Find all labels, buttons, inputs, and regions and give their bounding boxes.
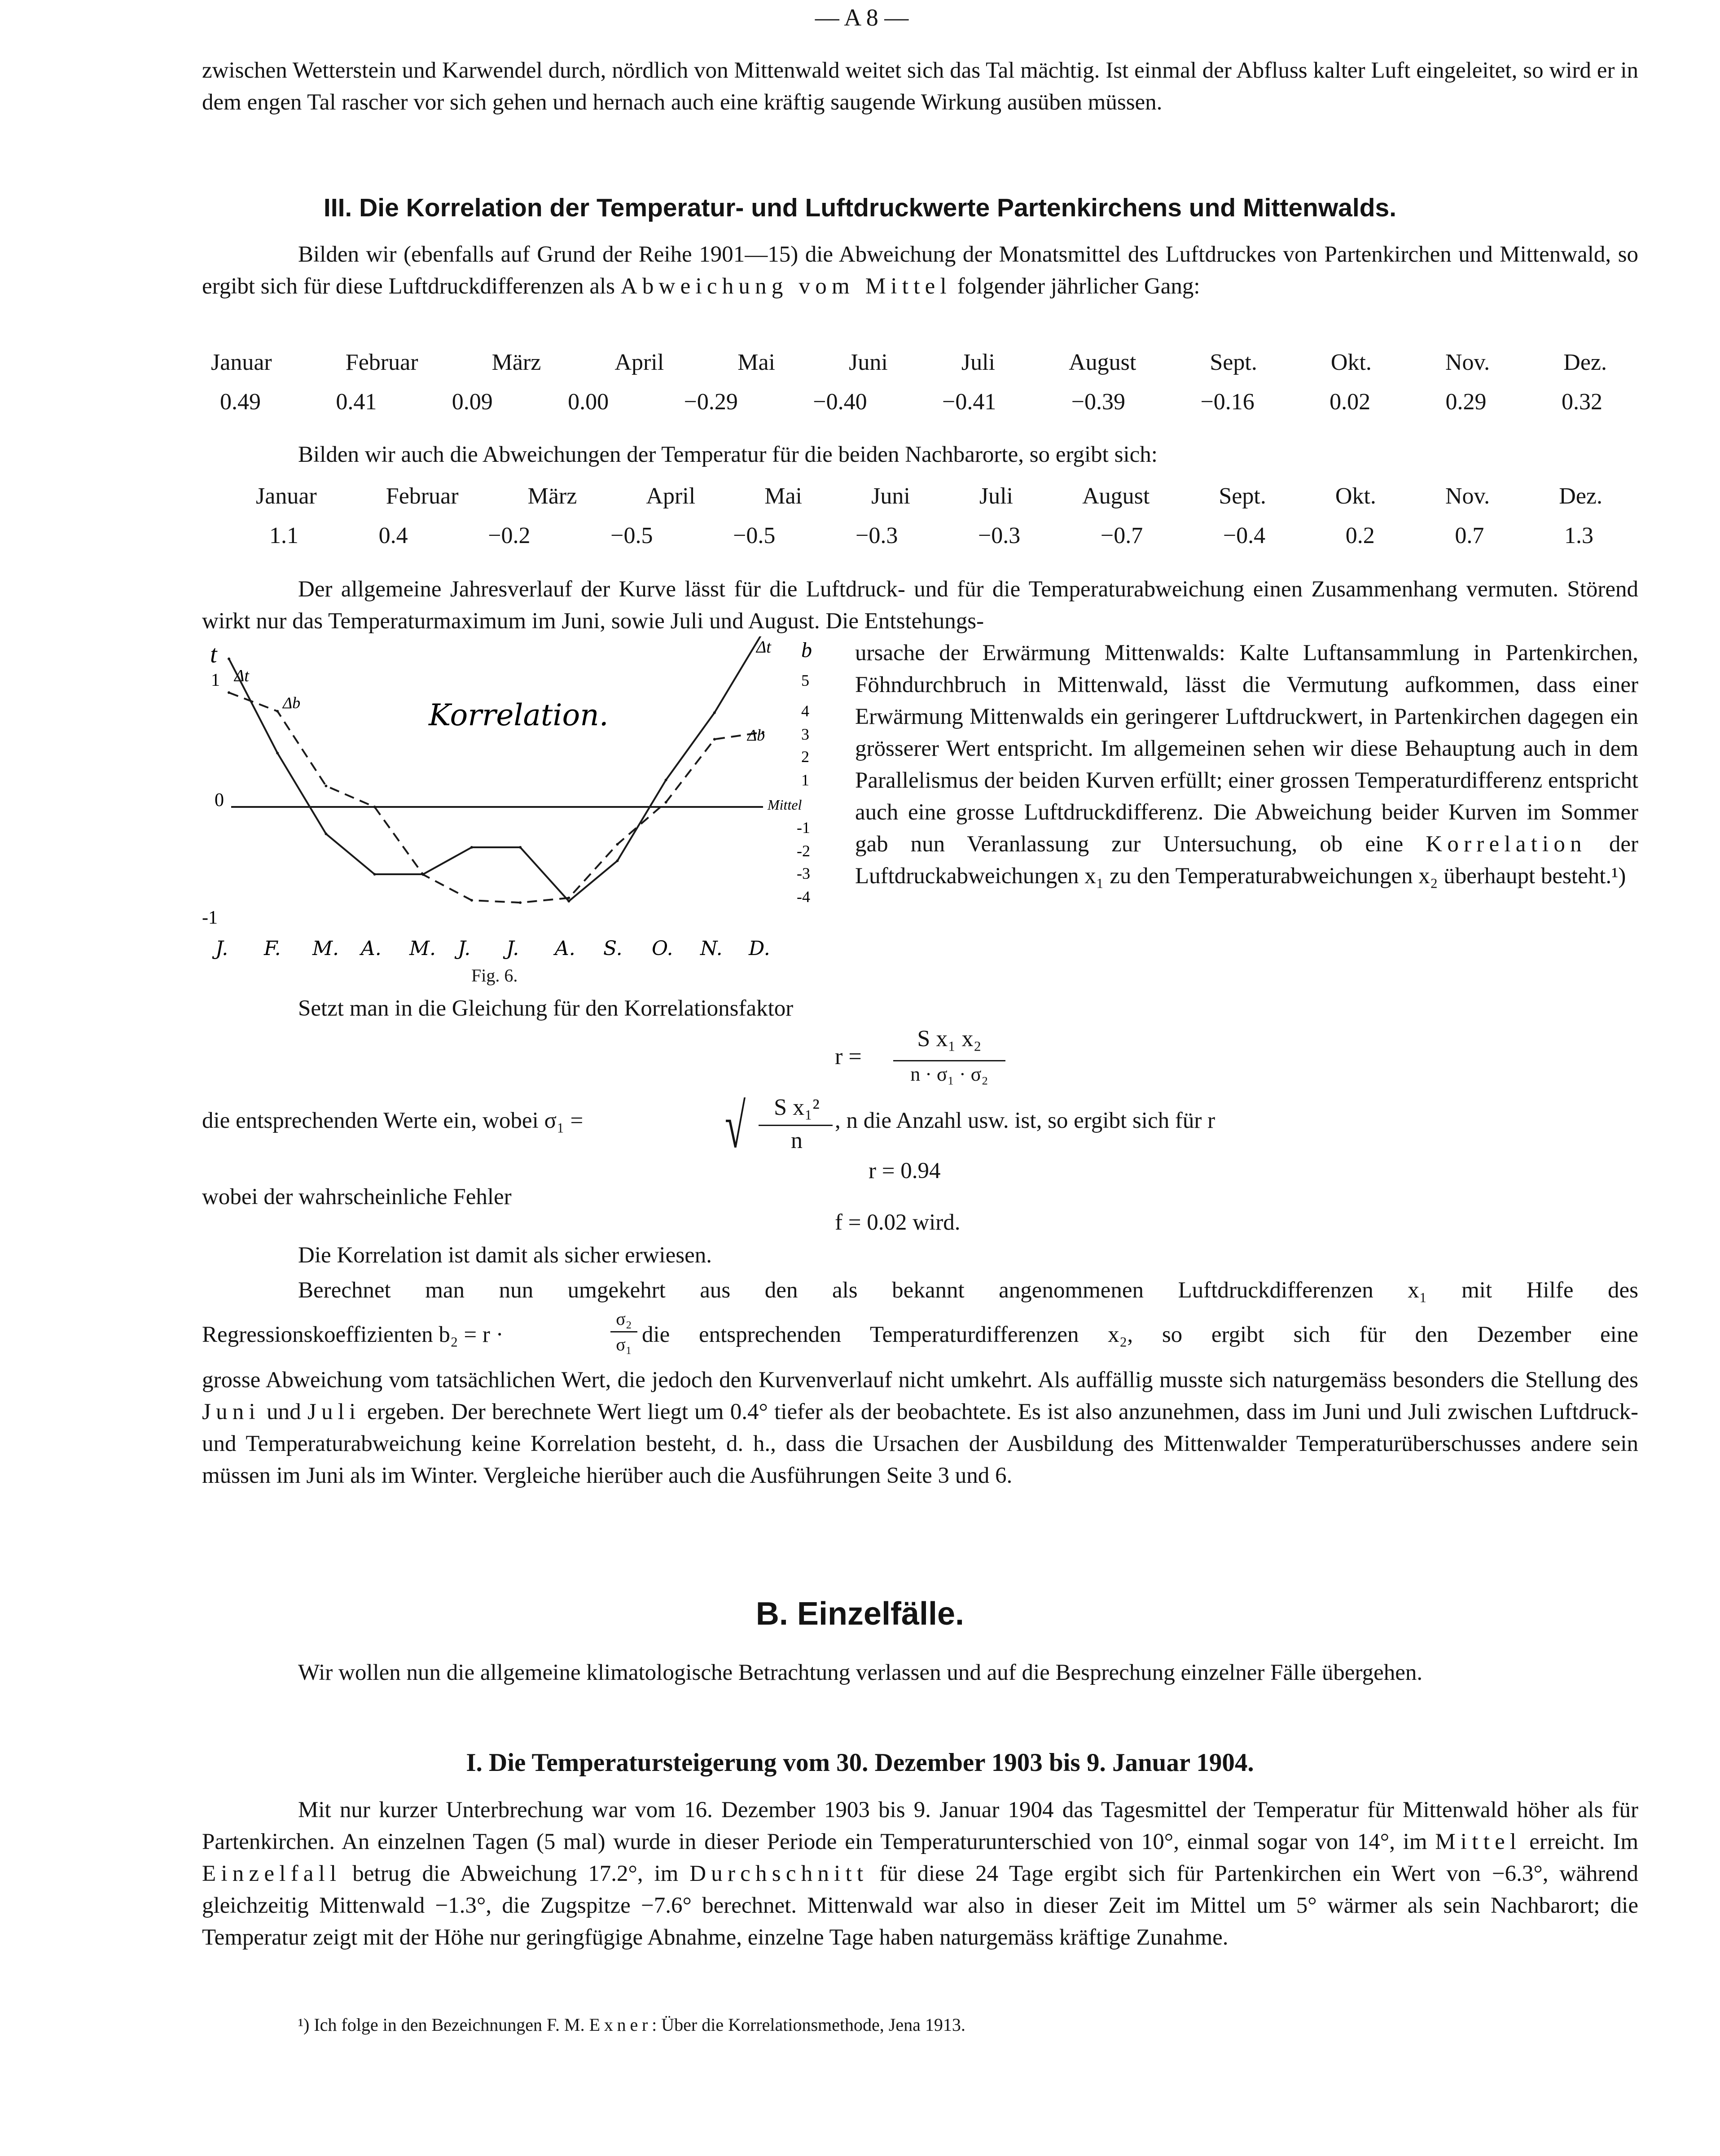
db-point	[325, 784, 327, 787]
temperature-value: −0.5	[733, 523, 776, 548]
db-point	[276, 710, 279, 713]
temperature-value-row	[269, 522, 1593, 549]
right-tick: 4	[801, 702, 809, 720]
text-segment: und	[260, 1399, 307, 1424]
temperature-month-row	[256, 483, 1602, 509]
temperature-value: −0.3	[978, 523, 1021, 548]
paragraph-temperature-rise	[202, 1794, 1638, 1954]
pressure-value: 0.32	[1561, 389, 1602, 415]
paragraph-formula-intro: Setzt man in die Gleichung für den Korrelationsfaktor	[298, 996, 794, 1021]
month-tick-label: O.	[652, 937, 673, 960]
pressure-value: −0.40	[813, 389, 867, 415]
temperature-value: 0.2	[1345, 523, 1375, 548]
correlation-figure	[197, 636, 839, 986]
month-header: Nov.	[1445, 350, 1490, 375]
right-tick: -2	[797, 842, 810, 860]
dt-point	[373, 873, 376, 876]
db-point	[567, 897, 570, 899]
section-heading-einzelfaelle: B. Einzelfälle.	[755, 1596, 965, 1632]
month-tick-label: J.	[506, 937, 519, 960]
month-tick-label: D.	[749, 937, 770, 960]
right-tick: 1	[801, 771, 809, 789]
month-tick-label: M.	[312, 937, 339, 960]
label-dt-left: Δt	[234, 666, 249, 685]
text-segment: für diese 24 Tage ergibt sich für Partenkirchen ein Wert von −6.3°, während gleichzeitig Mittenwald −1.3°, die Zugspitze −7.6° berechnet. Mittenwald war also in dieser Zeit im Mittel um 5° wärmer als sein Nachbarort; die Temperatur zeigt mit der Höhe nur geringfügige Abnahme, einzelne Tage haben naturgemäss kräftige Zunahme.	[202, 1861, 1638, 1950]
text-segment: der Luftdruckabweichungen x₁ zu den Temperaturabweichungen x₂ überhaupt besteht.¹)	[855, 832, 1638, 889]
fraction-bar	[610, 1331, 637, 1332]
dt-point	[665, 779, 667, 781]
month-header: April	[646, 483, 696, 509]
pressure-value: −0.39	[1071, 389, 1126, 415]
dt-point	[325, 833, 327, 835]
pressure-value-row	[220, 389, 1602, 415]
temperature-value: 0.4	[378, 523, 408, 548]
paragraph-error-intro: wobei der wahrscheinliche Fehler	[202, 1184, 512, 1209]
formula-r-lhs: r =	[835, 1044, 862, 1069]
temperature-value: −0.5	[610, 523, 653, 548]
month-header: Januar	[211, 350, 272, 375]
left-tick-zero: 0	[215, 790, 224, 811]
month-tick-label: M.	[409, 937, 436, 960]
dt-point	[228, 657, 230, 660]
footnote	[298, 2014, 965, 2035]
pressure-value: −0.41	[942, 389, 996, 415]
paragraph-temperature-intro: Bilden wir auch die Abweichungen der Temperatur für die beiden Nachbarorte, so ergibt sich:	[298, 442, 1158, 467]
emphasis-einzelfall: Einzelfall	[202, 1861, 342, 1886]
month-header: Februar	[345, 350, 418, 375]
axis-symbol-t: t	[210, 640, 217, 668]
section-heading-correlation: III. Die Korrelation der Temperatur- und Luftdruckwerte Partenkirchens und Mittenwalds.	[323, 193, 1397, 222]
footnote-text: ¹) Ich folge in den Bezeichnungen F. M.	[298, 2015, 589, 2035]
temperature-value: −0.3	[856, 523, 898, 548]
emphasis-korrelation: Korrelation	[1426, 832, 1587, 857]
dt-point	[276, 752, 279, 754]
text-segment: Bilden wir (ebenfalls auf Grund der Reihe 1901—15) die Abweichung der Monatsmittel des Luftdruckes von Partenkirchen und Mittenwald, so ergibt sich für diese Luftdruckdifferenzen als	[202, 242, 1638, 299]
page-number: — A 8 —	[815, 4, 909, 31]
db-point	[373, 806, 376, 808]
temperature-value: 1.3	[1564, 523, 1593, 548]
right-tick: -3	[797, 864, 810, 882]
intro-paragraph: zwischen Wetterstein und Karwendel durch, nördlich von Mittenwald weitet sich das Tal mächtig. Ist einmal der Abfluss kalter Luft eingeleitet, so wird er in dem engen Tal rascher vor sich gehen und hernach auch eine kräftig saugende Wirkung ausüben müssen.	[202, 58, 1638, 115]
text-segment: betrug die Abweichung 17.2°, im	[341, 1861, 690, 1886]
paragraph-pressure-intro	[202, 239, 1638, 302]
right-tick: -4	[797, 888, 810, 906]
sqrt-sign: √	[725, 1091, 746, 1161]
series-points-dt	[228, 636, 764, 903]
paragraph-wrap-right	[855, 637, 1638, 892]
month-header: Januar	[256, 483, 317, 509]
text-segment: Mit nur kurzer Unterbrechung war vom 16. Dezember 1903 bis 9. Januar 1904 das Tagesmittel der Temperatur für Mittenwald höher als für Partenkirchen. An einzelnen Tagen (5 mal) wurde in dieser Periode ein Temperaturunterschied von 10°, einmal sogar von 14°, im	[202, 1797, 1638, 1854]
fraction-bar	[893, 1060, 1005, 1061]
paragraph-regression-b2: die entsprechenden Temperaturdifferenzen x₂, so ergibt sich für den Dezember eine	[642, 1322, 1638, 1347]
emphasis-abweichung: Abweichung vom Mittel	[620, 274, 952, 299]
paragraph-sigma-a: die entsprechenden Werte ein, wobei σ₁ =	[202, 1108, 584, 1133]
temperature-value: 1.1	[269, 523, 298, 548]
text-segment: ergeben. Der berechnete Wert liegt um 0.4° tiefer als der beobachtete. Es ist also anzunehmen, dass im Juni und Juli zwischen Luftdruck- und Temperaturabweichung keine Korrelation besteht, d. h., dass die Ursachen der Ausbildung des Mittenwalder Temperaturüberschusses andere sein müssen im Juni als im Winter. Vergleiche hierüber auch die Ausführungen Seite 3 und 6.	[202, 1399, 1638, 1488]
dt-point	[519, 846, 522, 849]
month-header: Nov.	[1445, 483, 1490, 509]
temperature-value: −0.7	[1100, 523, 1143, 548]
figure-title: Korrelation.	[429, 698, 609, 732]
temperature-value: 0.7	[1455, 523, 1484, 548]
right-tick: 2	[801, 748, 809, 766]
dt-point	[713, 711, 716, 714]
db-point	[616, 843, 619, 846]
pressure-value: −0.29	[684, 389, 738, 415]
emphasis-mittel: Mittel	[1435, 1829, 1522, 1854]
right-tick: -1	[797, 819, 810, 837]
month-tick-label: A.	[361, 937, 382, 960]
right-tick-mittel: Mittel	[768, 797, 802, 813]
db-point	[665, 801, 667, 804]
month-tick-label: N.	[700, 937, 723, 960]
month-tick-label: A.	[555, 937, 575, 960]
dt-point	[567, 900, 570, 903]
series-line-dt	[229, 636, 763, 901]
month-header: März	[491, 350, 541, 375]
dt-point	[616, 859, 619, 862]
month-header: Mai	[764, 483, 802, 509]
pressure-value: 0.29	[1445, 389, 1487, 415]
month-header: Juni	[871, 483, 910, 509]
emphasis-juni: Juni	[202, 1399, 260, 1424]
month-header: Okt.	[1330, 350, 1372, 375]
month-tick-label: S.	[603, 937, 623, 960]
subsection-heading: I. Die Temperatursteigerung vom 30. Dezember 1903 bis 9. Januar 1904.	[466, 1748, 1254, 1777]
paragraph-correlation-hypothesis: Der allgemeine Jahresverlauf der Kurve lässt für die Luftdruck- und für die Temperaturabweichung einen Zusammenhang vermuten. Störend wirkt nur das Temperaturmaximum im Juni, sowie Juli und August. Die Entstehungs-	[202, 577, 1638, 634]
paragraph-sigma-b: , n die Anzahl usw. ist, so ergibt sich für r	[835, 1108, 1215, 1133]
formula-b-numerator: σ₂	[616, 1309, 632, 1329]
month-header: Juni	[849, 350, 888, 375]
formula-sigma-denominator: n	[791, 1128, 803, 1153]
month-header: Februar	[386, 483, 459, 509]
temperature-value: −0.4	[1223, 523, 1266, 548]
paragraph-regression-c	[202, 1364, 1638, 1492]
month-tick-label: F.	[264, 937, 281, 960]
month-header: Sept.	[1219, 483, 1266, 509]
month-header: Juli	[979, 483, 1013, 509]
month-header: April	[614, 350, 664, 375]
right-tick: 5	[801, 671, 809, 689]
month-header: Juli	[961, 350, 995, 375]
pressure-value: 0.41	[336, 389, 377, 415]
db-point	[519, 901, 522, 904]
month-header: Sept.	[1210, 350, 1257, 375]
paragraph-regression-b1: Regressionskoeffizienten b₂ = r ·	[202, 1322, 504, 1347]
axis-symbol-b: b	[801, 638, 812, 662]
temperature-value: −0.2	[488, 523, 531, 548]
right-tick: 3	[801, 725, 809, 743]
pressure-value: 0.00	[568, 389, 609, 415]
left-tick-bottom: -1	[202, 907, 218, 928]
text-segment: ursache der Erwärmung Mittenwalds: Kalte Luftansammlung in Partenkirchen, Föhndurchbruch in Mittenwald, lässt die Vermutung aufkommen, dass einer Erwärmung Mittenwalds ein geringerer Luftdruckwert, in Partenkirchen dagegen ein grösserer Wert entspricht. Im allgemeinen sehen wir diese Behauptung auch in dem Parallelismus der beiden Kurven erfüllt; einer grossen Temperaturdifferenz entspricht auch eine grosse Luftdruckdifferenz. Die Abweichung beider Kurven im Sommer gab nun Veranlassung zur Untersuchung, ob eine	[855, 640, 1638, 857]
left-tick-top: 1	[211, 670, 220, 690]
fraction-bar	[759, 1125, 833, 1126]
formula-r-numerator: S x₁ x₂	[917, 1026, 982, 1052]
month-axis	[212, 937, 770, 960]
label-dt-right: Δt	[756, 638, 771, 657]
db-point	[422, 873, 425, 876]
formula-sigma-numerator: S x₁²	[774, 1095, 820, 1120]
month-header: Okt.	[1335, 483, 1376, 509]
month-header: August	[1069, 350, 1136, 375]
result-r: r = 0.94	[869, 1158, 941, 1183]
result-f: f = 0.02 wird.	[835, 1210, 961, 1235]
db-point	[228, 691, 230, 694]
paragraph-einzelfaelle-intro: Wir wollen nun die allgemeine klimatologische Betrachtung verlassen und auf die Besprechung einzelner Fälle übergehen.	[298, 1660, 1423, 1685]
pressure-month-row	[211, 349, 1607, 376]
text-segment: grosse Abweichung vom tatsächlichen Wert, die jedoch den Kurvenverlauf nicht umkehrt. Als auffällig musste sich naturgemäss besonders die Stellung des	[202, 1367, 1638, 1393]
pressure-value: −0.16	[1200, 389, 1255, 415]
text-segment: erreicht. Im	[1521, 1829, 1638, 1854]
month-header: März	[527, 483, 577, 509]
db-point	[713, 738, 716, 741]
month-header: Dez.	[1563, 350, 1607, 375]
pressure-value: 0.09	[452, 389, 493, 415]
label-db-left: Δb	[283, 694, 301, 712]
formula-b-denominator: σ₁	[616, 1334, 632, 1354]
paragraph-conclusion: Die Korrelation ist damit als sicher erwiesen.	[298, 1243, 712, 1268]
emphasis-durchschnitt: Durchschnitt	[689, 1861, 869, 1886]
month-tick-label: J.	[215, 937, 228, 960]
formula-r-denominator: n · σ₁ · σ₂	[910, 1063, 988, 1085]
label-db-right: Δb	[747, 726, 765, 744]
dt-point	[470, 846, 473, 849]
pressure-value: 0.49	[220, 389, 261, 415]
figure-caption: Fig. 6.	[471, 965, 518, 986]
month-tick-label: J.	[458, 937, 471, 960]
paragraph-regression-a: Berechnet man nun umgekehrt aus den als bekannt angenommenen Luftdruckdifferenzen x₁ mit Hilfe des	[298, 1278, 1638, 1303]
text-segment: folgender jährlicher Gang:	[951, 274, 1200, 299]
month-header: Dez.	[1559, 483, 1602, 509]
pressure-value: 0.02	[1329, 389, 1371, 415]
footnote-text: : Über die Korrelationsmethode, Jena 1913.	[652, 2015, 965, 2035]
emphasis-juli: Juli	[307, 1399, 361, 1424]
db-point	[470, 899, 473, 902]
month-header: August	[1082, 483, 1150, 509]
footnote-author: Exner	[589, 2015, 652, 2035]
month-header: Mai	[737, 350, 775, 375]
